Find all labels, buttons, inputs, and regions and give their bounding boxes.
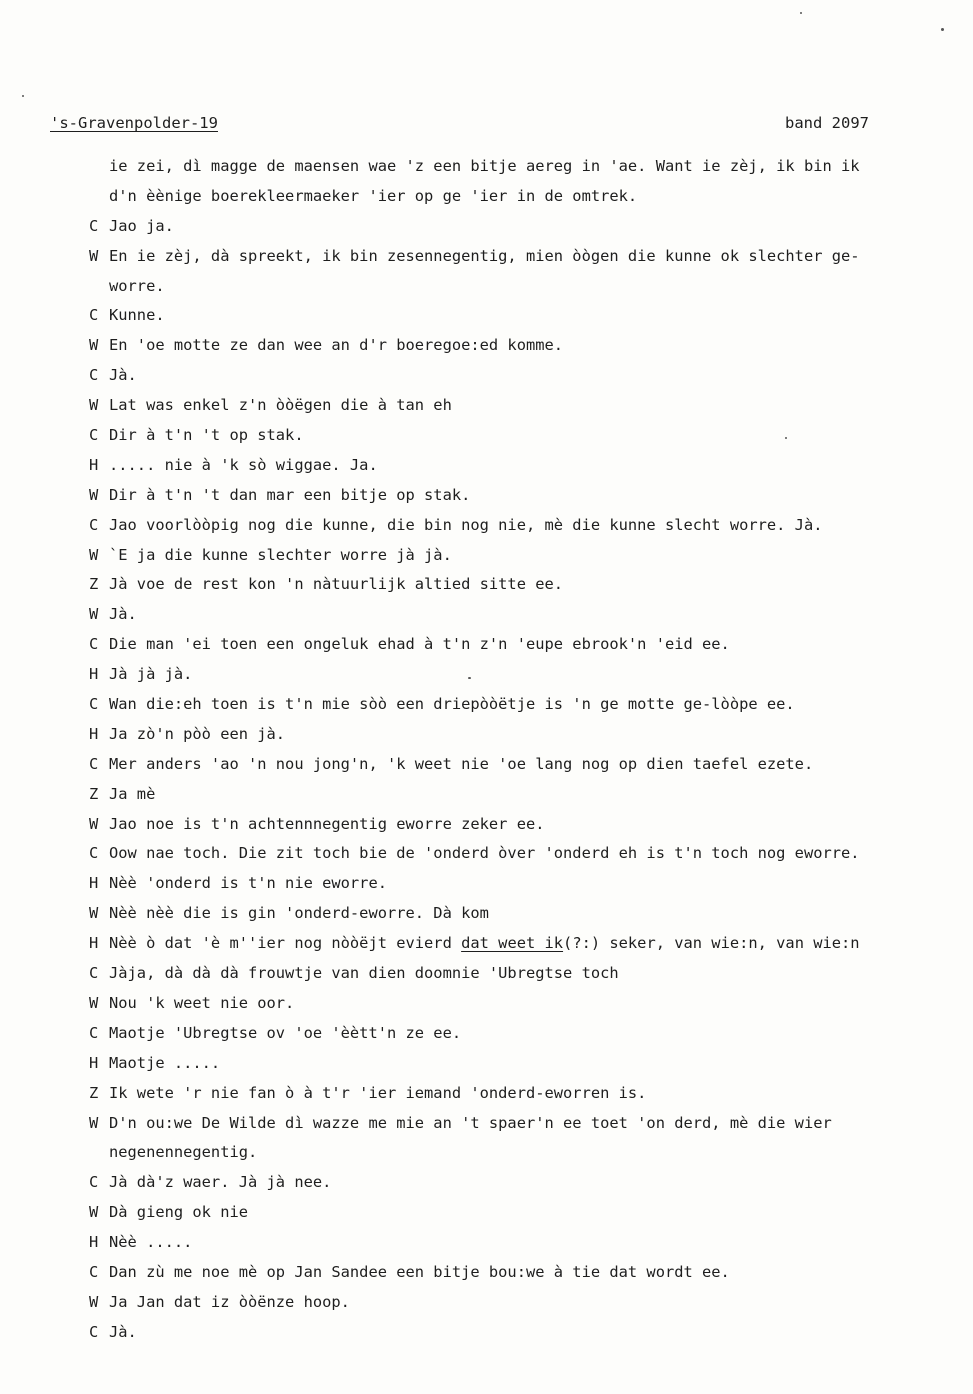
- utterance: Dir à t'n 't dan mar een bitje op stak.: [109, 485, 471, 504]
- dialogue-line: [89, 899, 935, 929]
- dialogue-line: [89, 481, 935, 511]
- speaker-label: H: [89, 1233, 99, 1252]
- utterance: Ja mè: [109, 784, 156, 803]
- speaker-label: C: [89, 426, 99, 445]
- utterance: Maotje 'Ubregtse ov 'oe 'èètt'n ze ee.: [109, 1023, 462, 1042]
- speaker-label: H: [89, 934, 99, 953]
- utterance: Nou 'k weet nie oor.: [109, 993, 295, 1012]
- tape-number: band 2097: [785, 114, 869, 132]
- speaker-label: C: [89, 515, 99, 534]
- dialogue-line: [89, 1168, 935, 1198]
- utterance: Kunne.: [109, 306, 165, 325]
- speaker-label: W: [89, 1113, 99, 1132]
- scan-speck: [941, 28, 944, 31]
- utterance: Nèè nèè die is gin 'onderd-eworre. Dà kom: [109, 904, 489, 923]
- speaker-label: C: [89, 1322, 99, 1341]
- dialogue-line: [89, 839, 935, 869]
- speaker-label: H: [89, 1053, 99, 1072]
- dialogue-line: [89, 301, 935, 331]
- utterance: ..... nie à 'k sò wiggae. Ja.: [109, 455, 378, 474]
- utterance: Jà voe de rest kon 'n nàtuurlijk altied sitte ee.: [109, 575, 564, 594]
- dialogue-line: [89, 630, 935, 660]
- dialogue-line: [89, 511, 935, 541]
- utterance: Ja Jan dat iz òòënze hoop.: [109, 1292, 350, 1311]
- scan-speck: [785, 437, 787, 439]
- utterance: Ja zò'n pòò een jà.: [109, 724, 286, 743]
- dialogue-line: [89, 660, 935, 690]
- continuation-line: ie zei, dì magge de maensen wae 'z een bitje aereg in 'ae. Want ie zèj, ik bin ik: [109, 157, 860, 175]
- dialogue-line: [89, 541, 935, 571]
- speaker-label: W: [89, 605, 99, 624]
- speaker-label: C: [89, 1262, 99, 1281]
- dialogue-line: [89, 1228, 935, 1258]
- dialogue-line: [89, 810, 935, 840]
- utterance: Jà dà'z waer. Jà jà nee.: [109, 1173, 332, 1192]
- dialogue-line: [89, 1318, 935, 1348]
- utterance: En 'oe motte ze dan wee an d'r boeregoe:ed komme.: [109, 336, 564, 355]
- speaker-label: H: [89, 455, 99, 474]
- speaker-label: W: [89, 485, 99, 504]
- utterance: Jao noe is t'n achtennnegentig eworre zeker ee.: [109, 814, 545, 833]
- dialogue-line: [89, 1258, 935, 1288]
- speaker-label: C: [89, 366, 99, 385]
- dialogue-line: [89, 361, 935, 391]
- dialogue-line: [89, 1109, 935, 1139]
- speaker-label: H: [89, 665, 99, 684]
- speaker-label: C: [89, 695, 99, 714]
- dialogue-line: [89, 959, 935, 989]
- underlined-phrase: dat weet ik: [461, 934, 564, 953]
- speaker-label: W: [89, 1292, 99, 1311]
- utterance: En ie zèj, dà spreekt, ik bin zesennegentig, mien òògen die kunne ok slechter ge-: [109, 246, 860, 265]
- scan-speck: [468, 677, 471, 679]
- speaker-label: W: [89, 904, 99, 923]
- speaker-label: C: [89, 635, 99, 654]
- dialogue-line: [89, 451, 935, 481]
- utterance: Mer anders 'ao 'n nou jong'n, 'k weet nie 'oe lang nog op dien taefel ezete.: [109, 754, 814, 773]
- speaker-label: C: [89, 1023, 99, 1042]
- speaker-label: Z: [89, 575, 99, 594]
- utterance: Wan die:eh toen is t'n mie sòò een driepòòëtje is 'n ge motte ge-lòòpe ee.: [109, 695, 795, 714]
- scan-speck: [22, 95, 24, 97]
- speaker-label: W: [89, 1203, 99, 1222]
- speaker-label: W: [89, 396, 99, 415]
- speaker-label: C: [89, 306, 99, 325]
- dialogue-line: [89, 1019, 935, 1049]
- utterance: D'n ou:we De Wilde dì wazze me mie an 't spaer'n ee toet 'on derd, mè die wier: [109, 1113, 832, 1132]
- scan-speck: [800, 12, 802, 14]
- speaker-label: W: [89, 545, 99, 564]
- speaker-label: C: [89, 844, 99, 863]
- dialogue-line: [89, 720, 935, 750]
- dialogue-line: [89, 391, 935, 421]
- utterance: Nèè .....: [109, 1233, 193, 1252]
- page-header: [50, 114, 869, 138]
- dialogue-line: [89, 212, 935, 242]
- dialogue-line: [89, 929, 935, 959]
- speaker-label: C: [89, 1173, 99, 1192]
- dialogue-line: [89, 600, 935, 630]
- utterance: Jà jà jà.: [109, 665, 193, 684]
- utterance: Lat was enkel z'n òòëgen die à tan eh: [109, 396, 452, 415]
- utterance: `E ja die kunne slechter worre jà jà.: [109, 545, 452, 564]
- dialogue-line: [89, 989, 935, 1019]
- dialogue-line: [89, 331, 935, 361]
- utterance: Jàja, dà dà dà frouwtje van dien doomnie 'Ubregtse toch: [109, 964, 619, 983]
- location-title: 's-Gravenpolder-19: [50, 114, 218, 132]
- dialogue-line: [89, 1049, 935, 1079]
- utterance: Die man 'ei toen een ongeluk ehad à t'n z'n 'eupe ebrook'n 'eid ee.: [109, 635, 730, 654]
- dialogue-line: [89, 1198, 935, 1228]
- speaker-label: H: [89, 874, 99, 893]
- utterance: Maotje .....: [109, 1053, 221, 1072]
- utterance: Jà.: [109, 366, 137, 385]
- speaker-label: C: [89, 216, 99, 235]
- continuation-line: negenennegentig.: [109, 1143, 258, 1162]
- speaker-label: W: [89, 246, 99, 265]
- dialogue-line: [89, 1079, 935, 1109]
- dialogue-line: [89, 242, 935, 272]
- utterance: Nèè ò dat 'è m''ier nog nòòëjt evierd: [109, 934, 462, 953]
- utterance: Nèè 'onderd is t'n nie eworre.: [109, 874, 387, 893]
- speaker-label: W: [89, 336, 99, 355]
- speaker-label: C: [89, 964, 99, 983]
- speaker-label: C: [89, 754, 99, 773]
- utterance: Jà.: [109, 605, 137, 624]
- dialogue-line: [89, 1288, 935, 1318]
- speaker-label: W: [89, 993, 99, 1012]
- utterance: Dan zù me noe mè op Jan Sandee een bitje bou:we à tie dat wordt ee.: [109, 1262, 730, 1281]
- speaker-label: Z: [89, 784, 99, 803]
- dialogue-line: [89, 570, 935, 600]
- speaker-label: Z: [89, 1083, 99, 1102]
- speaker-label: W: [89, 814, 99, 833]
- utterance: Jà.: [109, 1322, 137, 1341]
- dialogue-line: [89, 869, 935, 899]
- speaker-label: H: [89, 724, 99, 743]
- utterance: Ik wete 'r nie fan ò à t'r 'ier iemand 'onderd-eworren is.: [109, 1083, 647, 1102]
- continuation-line: d'n èènige boerekleermaeker 'ier op ge 'ier in de omtrek.: [109, 186, 638, 205]
- utterance: (?:) seker, van wie:n, van wie:n: [563, 934, 860, 953]
- utterance: Jao voorlòòpig nog die kunne, die bin nog nie, mè die kunne slecht worre. Jà.: [109, 515, 823, 534]
- dialogue-line: [89, 421, 935, 451]
- dialogue-line: [89, 780, 935, 810]
- utterance: Dà gieng ok nie: [109, 1203, 248, 1222]
- utterance: Dir à t'n 't op stak.: [109, 426, 304, 445]
- dialogue-line: [89, 750, 935, 780]
- continuation-line: worre.: [109, 276, 165, 295]
- dialogue-line: [89, 690, 935, 720]
- transcript-body: [89, 152, 935, 1348]
- utterance: Oow nae toch. Die zit toch bie de 'onderd òver 'onderd eh is t'n toch nog eworre.: [109, 844, 860, 863]
- utterance: Jao ja.: [109, 216, 174, 235]
